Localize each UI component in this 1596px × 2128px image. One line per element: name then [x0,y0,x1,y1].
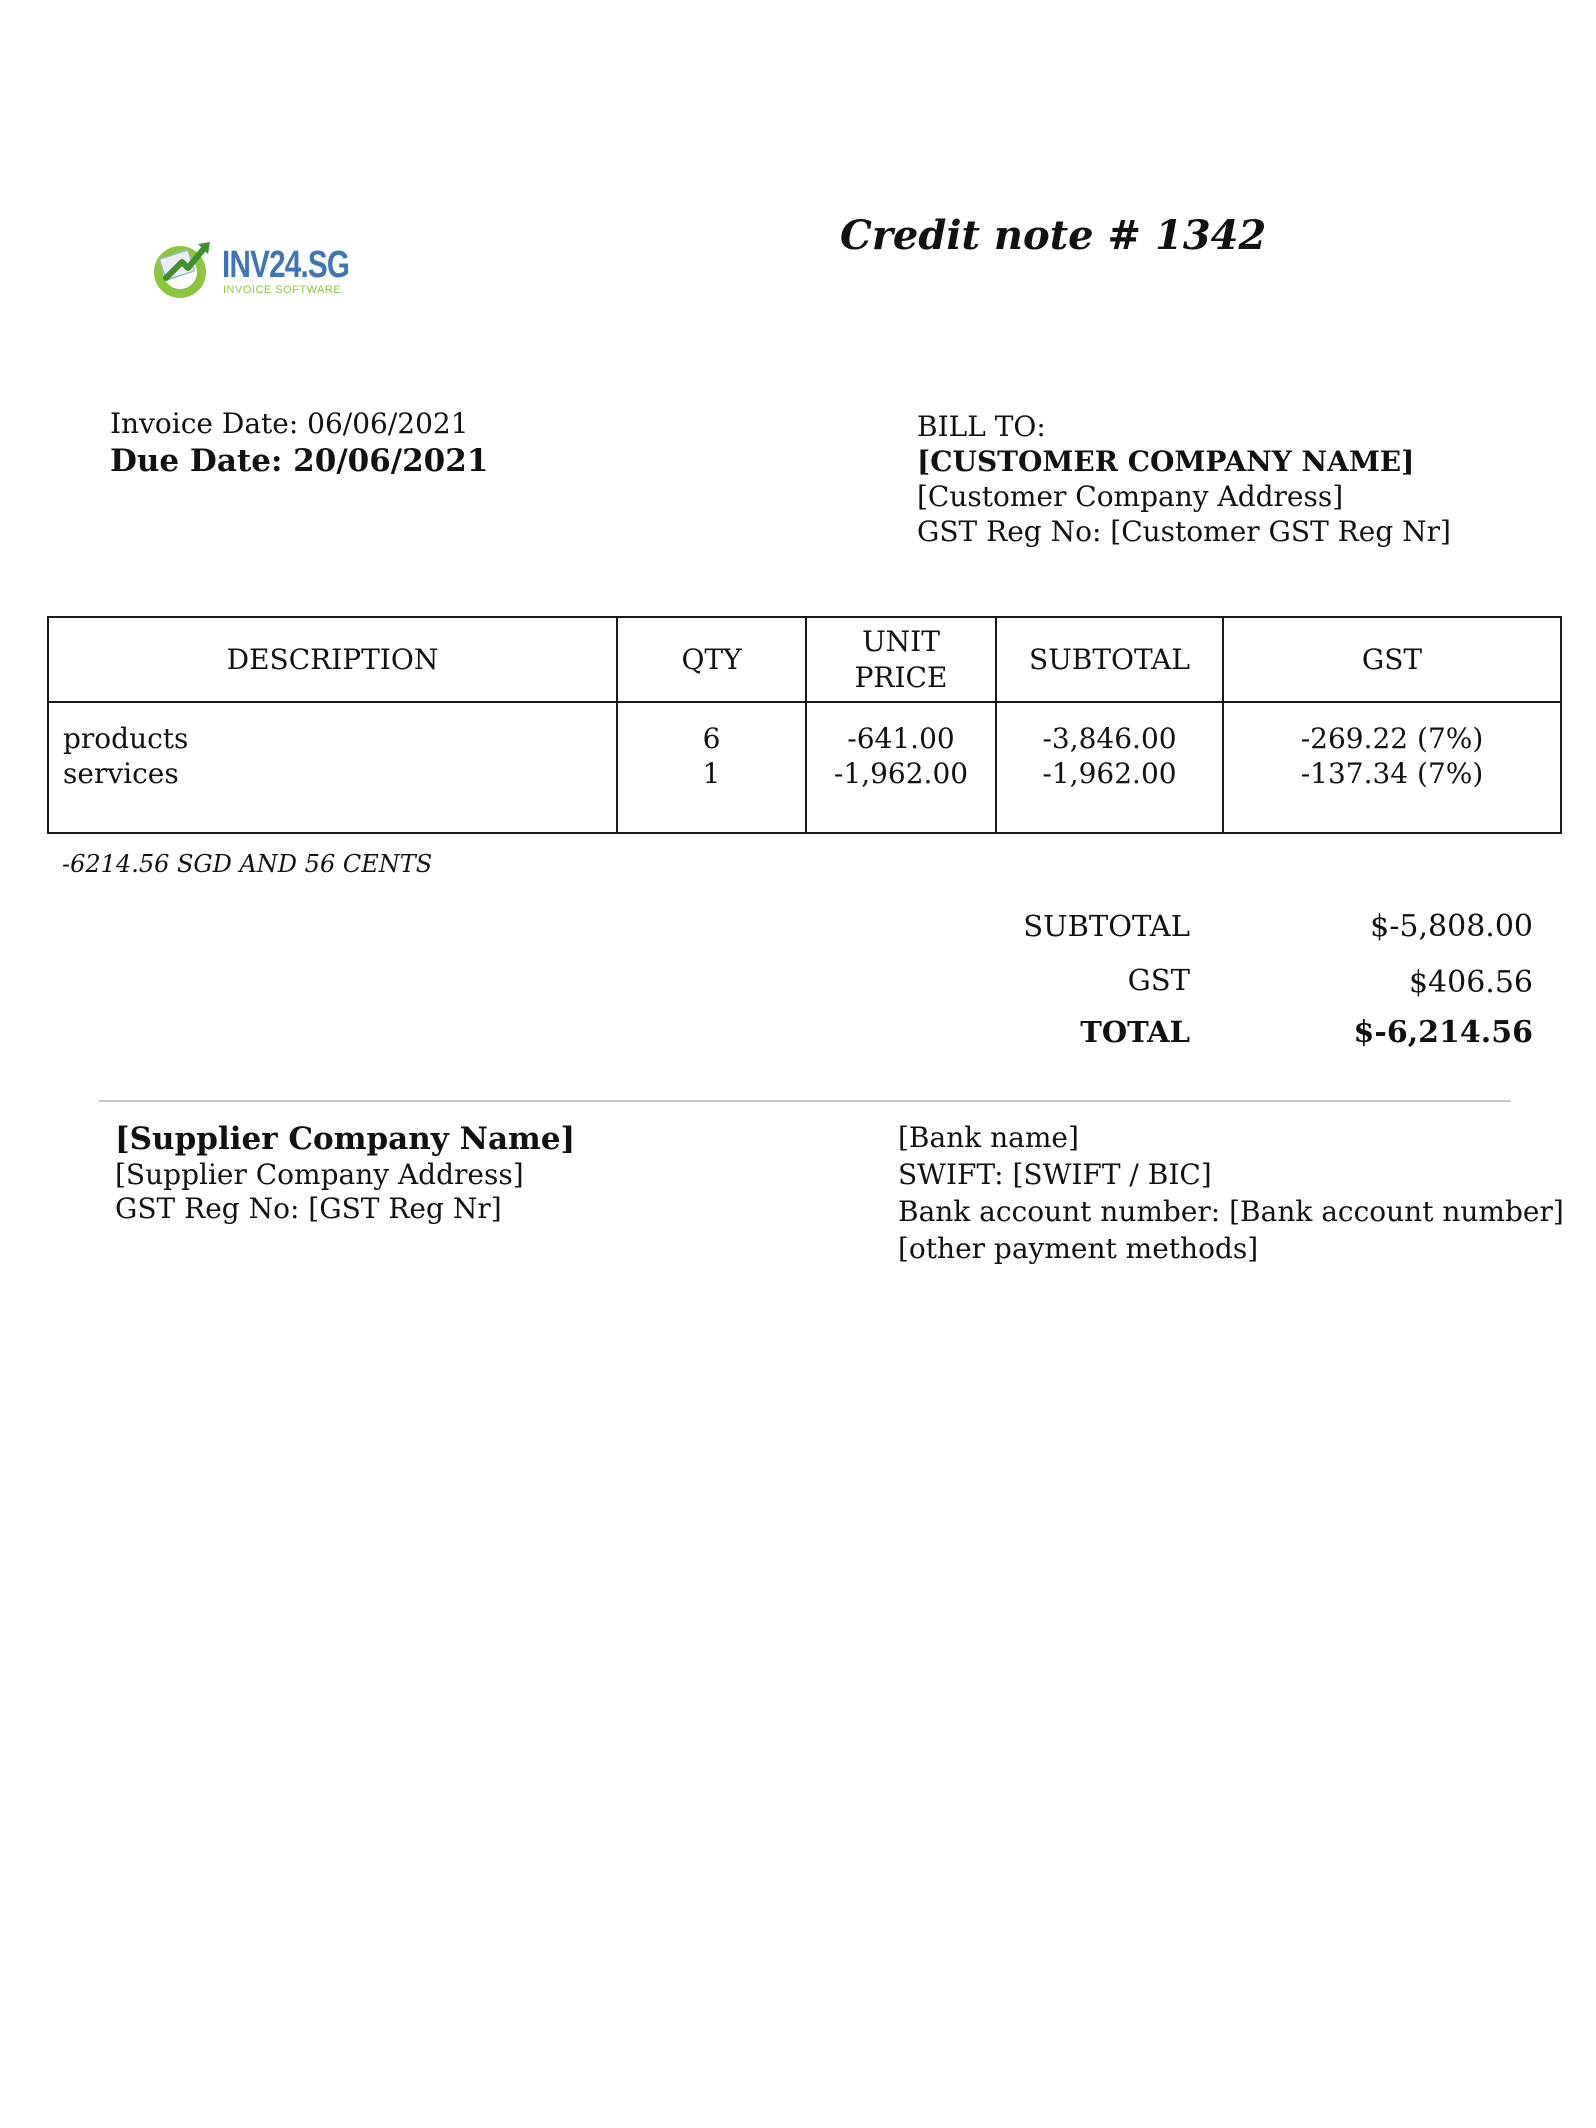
bank-swift: SWIFT: [SWIFT / BIC] [898,1158,1212,1191]
gst-row [900,960,1533,1015]
supplier-block [115,1120,575,1226]
customer-address: [Customer Company Address] [917,480,1344,513]
supplier-name: [Supplier Company Name] [115,1121,576,1157]
total-row [900,1015,1533,1070]
row-subtotal: -3,846.00 [1042,722,1177,755]
header-description: DESCRIPTION [48,617,617,702]
logo-badge-icon [150,232,220,310]
qty-cell [617,702,806,833]
header-unit-price-line2: PRICE [854,660,948,694]
totals-block [900,905,1533,1070]
total-value: $-6,214.56 [1353,1015,1533,1050]
logo-wordmark: INV24.SG [222,244,350,286]
table-header-row [48,617,1561,702]
table-row [48,702,1561,833]
subtotal-value: $-5,808.00 [1370,909,1533,944]
dates-block [110,406,488,480]
footer-divider [99,1100,1511,1102]
header-subtotal: SUBTOTAL [996,617,1223,702]
row-gst: -269.22 (7%) [1300,722,1484,755]
gst-label: GST [1127,963,1190,997]
header-unit-price-line1: UNIT [862,624,940,658]
row-description: services [63,757,179,790]
bank-other-methods: [other payment methods] [898,1232,1259,1265]
row-gst: -137.34 (7%) [1300,757,1484,790]
amount-in-words: -6214.56 SGD AND 56 CENTS [62,850,433,878]
subtotal-row [900,905,1533,960]
document-title: Credit note # 1342 [840,212,1267,259]
line-items-table [47,616,1562,834]
subtotal-label: SUBTOTAL [1023,909,1190,943]
logo-tagline: INVOICE SOFTWARE [223,284,342,296]
header-unit-price [806,617,996,702]
gst-value: $406.56 [1408,965,1533,1000]
header-gst: GST [1223,617,1561,702]
row-qty: 1 [702,757,721,790]
invoice-date: Invoice Date: 06/06/2021 [110,407,469,440]
customer-name: [CUSTOMER COMPANY NAME] [917,445,1415,478]
bank-name: [Bank name] [898,1121,1079,1154]
row-subtotal: -1,962.00 [1042,757,1177,790]
row-description: products [63,722,189,755]
row-unit-price: -641.00 [847,722,955,755]
bill-to-label: BILL TO: [917,410,1046,443]
gst-cell [1223,702,1561,833]
row-qty: 6 [702,722,721,755]
customer-gst: GST Reg No: [Customer GST Reg Nr] [917,515,1451,548]
unit-price-cell [806,702,996,833]
total-label: TOTAL [1080,1015,1190,1049]
description-cell [48,702,617,833]
due-date: Due Date: 20/06/2021 [110,443,489,479]
bill-to-block [917,409,1451,549]
company-logo [150,232,350,310]
header-qty: QTY [617,617,806,702]
supplier-address: [Supplier Company Address] [115,1158,524,1191]
subtotal-cell [996,702,1223,833]
bank-account: Bank account number: [Bank account number] [898,1195,1564,1228]
row-unit-price: -1,962.00 [833,757,969,790]
supplier-gst: GST Reg No: [GST Reg Nr] [115,1192,502,1225]
bank-block [898,1119,1564,1267]
